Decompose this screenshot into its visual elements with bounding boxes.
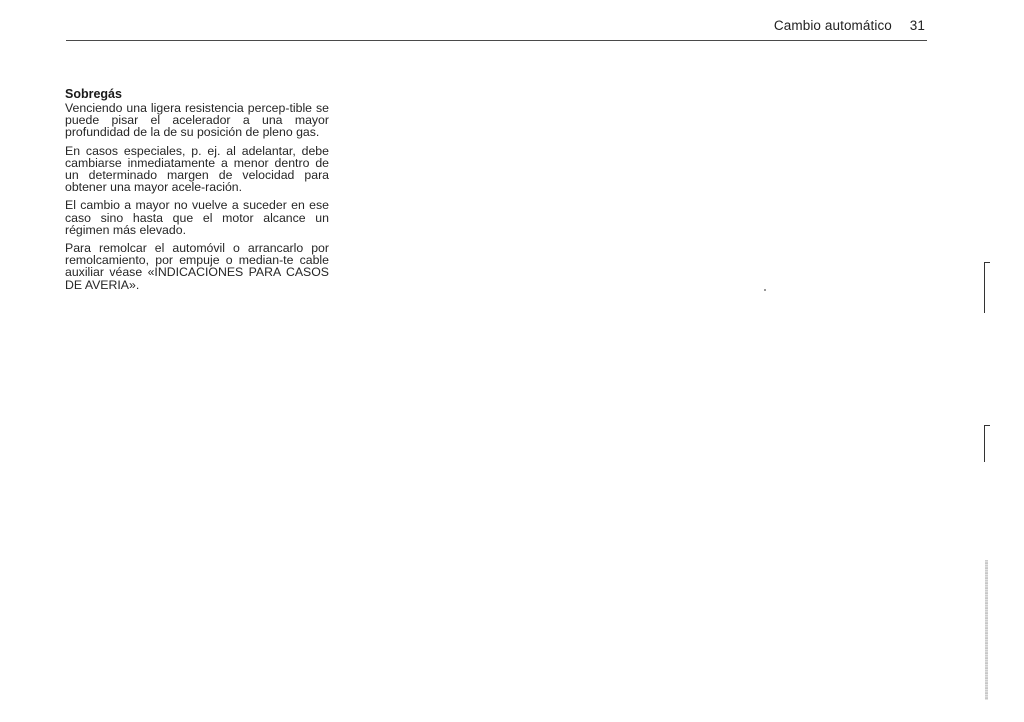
paragraph-4: Para remolcar el automóvil o arrancarlo por remolcamiento, por empuje o median-te cable auxiliar véase «INDICACIONES PARA CASOS DE AVERIA». <box>65 241 329 292</box>
section-heading: Sobregás <box>65 87 122 101</box>
scan-edge-strip <box>985 560 988 700</box>
binding-edge-mark <box>984 262 990 313</box>
running-title: Cambio automático <box>773 18 892 33</box>
scan-speck <box>764 289 766 291</box>
page-header <box>0 18 925 33</box>
section-sobregas <box>65 87 329 297</box>
paragraph-2: En casos especiales, p. ej. al adelantar, debe cambiarse inmediatamente a menor dentro de un determinado margen de velocidad para obtener una mayor acele-ración. <box>65 143 329 195</box>
header-rule <box>66 40 927 41</box>
paragraph-3: El cambio a mayor no vuelve a suceder en ese caso sino hasta que el motor alcance un régimen más elevado. <box>65 198 329 237</box>
binding-edge-mark <box>984 425 990 462</box>
page-number: 31 <box>909 18 925 33</box>
paragraph-1: Venciendo una ligera resistencia percep-tible se puede pisar el acelerador a una mayor profundidad de la de su posición de pleno gas. <box>65 101 329 140</box>
